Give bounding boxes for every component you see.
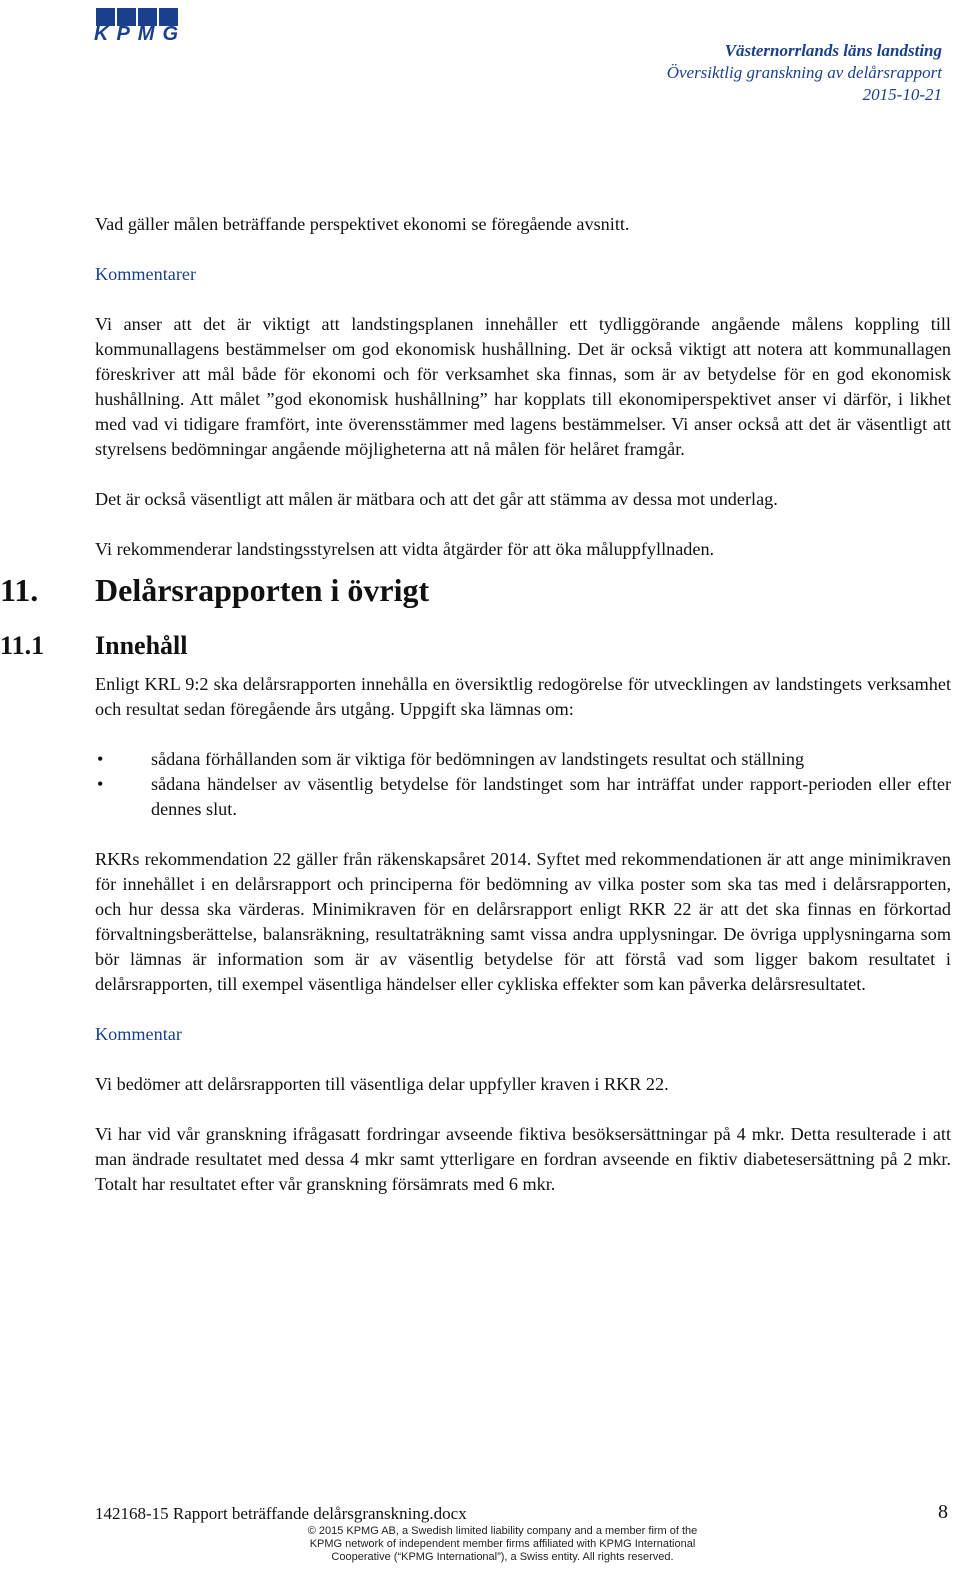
subsection-number: 11.1: [0, 631, 45, 660]
page-number: 8: [938, 1501, 948, 1523]
paragraph-recommendation: Vi rekommenderar landstingsstyrelsen att vidta åtgärder för att öka måluppfyllnaden.: [95, 539, 715, 559]
svg-text:KPMG: KPMG: [94, 23, 178, 42]
header-report-title: Översiktlig granskning av delårsrapport: [666, 63, 942, 82]
list-item: • sådana förhållanden som är viktiga för bedömningen av landstingets resultat och ställning: [95, 747, 951, 772]
paragraph-measurable: Det är också väsentligt att målen är mätbara och att det går att stämma av dessa mot underlag.: [95, 489, 778, 509]
paragraph-krl: Enligt KRL 9:2 ska delårsrapporten innehålla en översiktlig redogörelse för utvecklingen av landstingets verksamhet och resultat sedan föregående års utgång. Uppgift ska lämnas om:: [95, 674, 951, 719]
footer-filename: 142168-15 Rapport beträffande delårsgranskning.docx: [95, 1504, 467, 1523]
list-item: • sådana händelser av väsentlig betydelse för landstinget som har inträffat under rapport-perioden eller efter dennes slut.: [97, 774, 951, 819]
paragraph-comments: Vi anser att det är viktigt att landstingsplanen innehåller ett tydliggörande angående målens koppling till kommunallagens bestämmelser om god ekonomisk hushållning. Det är också viktigt att notera att kommunallagen föreskriver att mål både för ekonomi och för verksamhet ska finnas, som är av betydelse för en god ekonomisk hushållning. Att målet ”god ekonomisk hushållning” har kopplats till ekonomiperspektivet anser vi därför, i likhet med vad vi tidigare framfört, inte överensstämmer med lagens bestämmelser. Vi anser också att det är väsentligt att styrelsens bedömningar angående möjligheterna att nå målen för helåret framgår.: [95, 314, 951, 459]
section-number: 11.: [0, 572, 39, 608]
bullet-icon: •: [97, 774, 104, 794]
subheading-kommentar: Kommentar: [95, 1024, 182, 1044]
header-organization: Västernorrlands läns landsting: [724, 41, 942, 60]
page-header: [667, 40, 942, 106]
section-title: Delårsrapporten i övrigt: [95, 572, 430, 608]
kpmg-logo: [92, 8, 182, 42]
paragraph-findings: Vi har vid vår granskning ifrågasatt fordringar avseende fiktiva besöksersättningar på 4 mkr. Detta resulterade i att man ändrade resultatet med dessa 4 mkr samt ytterligare en fordran avseende en fiktiv diabetesersättning på 2 mkr. Totalt har resultatet efter vår granskning försämrats med 6 mkr.: [95, 1124, 951, 1194]
paragraph-assessment: Vi bedömer att delårsrapporten till väsentliga delar uppfyller kraven i RKR 22.: [95, 1074, 669, 1094]
bullet-list: [95, 747, 951, 822]
subsection-heading: [0, 630, 951, 662]
subsection-title: Innehåll: [95, 631, 188, 660]
copyright-notice: © 2015 KPMG AB, a Swedish limited liability company and a member firm of the KPMG network of independent member firms affiliated with KPMG International Cooperative (“KPMG International”), a Swiss entity. All rights reserved.: [307, 1525, 698, 1563]
paragraph-rkr: RKRs rekommendation 22 gäller från räkenskapsåret 2014. Syftet med rekommendationen är att ange minimikraven för innehållet i en delårsrapport och principerna för bedömning av vilka poster som ska tas med i delårsrapporten, och hur dessa ska värderas. Minimikraven för en delårsrapport enligt RKR 22 är att det ska finnas en förkortad förvaltningsberättelse, balansräkning, resultaträkning samt vissa andra upplysningar. De övriga upplysningarna som bör lämnas är information som är av väsentlig betydelse för att förstå vad som ligger bakom resultatet i delårsrapporten, till exempel väsentliga händelser eller cykliska effekter som kan påverka delårsresultatet.: [95, 849, 951, 994]
subheading-kommentarer: Kommentarer: [95, 264, 196, 284]
document-body: [0, 212, 951, 1222]
paragraph-intro: Vad gäller målen beträffande perspektivet ekonomi se föregående avsnitt.: [95, 214, 630, 234]
header-date: 2015-10-21: [862, 85, 942, 104]
bullet-icon: •: [97, 749, 104, 769]
section-heading: [0, 570, 951, 610]
